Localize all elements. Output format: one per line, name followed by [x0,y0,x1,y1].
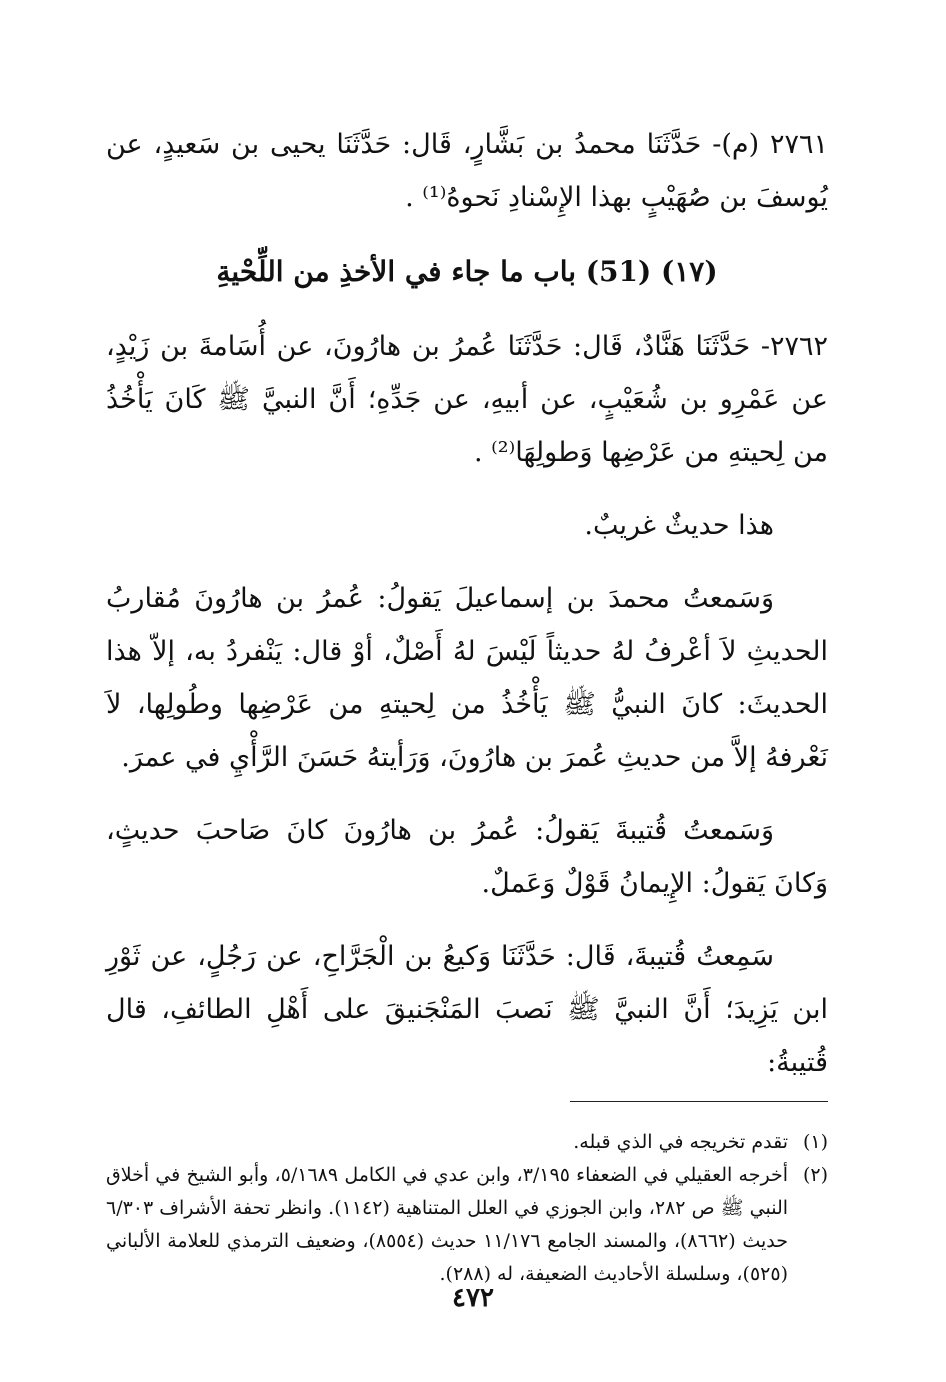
footnote-number: (٢) [802,1164,828,1186]
footnote-2 [106,1159,828,1291]
footnote-number: (١) [802,1131,828,1153]
footnote-text: تقدم تخريجه في الذي قبله. [573,1131,788,1153]
footnote-divider [570,1101,828,1102]
qutaybah-remark: وَسَمعتُ قُتيبةَ يَقولُ: عُمرُ بن هارُونَ كانَ صَاحبَ حديثٍ، وَكانَ يَقولُ: الإِيمانُ قَوْلٌ وَعَملٌ. [106,815,828,899]
qutaybah-narration: سَمِعتُ قُتيبةَ، قَال: حَدَّثَنَا وَكيعُ بن الْجَرَّاحِ، عن رَجُلٍ، عن ثَوْرِ ابن يَزِيدَ؛ أَنَّ النبيَّ ﷺ نَصبَ المَنْجَنيقَ على أَهْلِ الطائفِ، قال قُتيبةُ: [106,941,828,1078]
bukhari-remark: وَسَمعتُ محمدَ بن إسماعيلَ يَقولُ: عُمرُ بن هارُونَ مُقاربُ الحديثِ لاَ أعْرفُ لهُ حديثاً لَيْسَ لهُ أَصْلٌ، أوْ قال: يَنْفردُ به، إلاّ هذا الحديثَ: كانَ النبيُّ ﷺ يَأْخُذُ من لِحيتهِ من عَرْضِها وطُولِها، لاَ نَعْرفهُ إلاَّ من حديثِ عُمرَ بن هارُونَ، وَرَأيتهُ حَسَنَ الرَّأْيِ في عمرَ. [106,583,828,773]
footnote-1 [106,1126,828,1159]
hadith-2762: ٢٧٦٢- حَدَّثَنَا هَنَّادٌ، قَال: حَدَّثَنَا عُمرُ بن هارُونَ، عن أُسَامةَ بن زَيْدٍ، عن عَمْرِو بن شُعَيْبٍ، عن أبيهِ، عن جَدِّهِ؛ أَنَّ النبيَّ ﷺ كَانَ يَأْخُذُ من لِحيتهِ من عَرْضِها وَطولِهَا⁽²⁾ . [106,331,828,468]
footnotes [106,1126,828,1291]
chapter-heading: (١٧) (51) باب ما جاء في الأخذِ من اللِّحْيةِ [216,255,718,288]
grading-remark: هذا حديثٌ غريبٌ. [584,510,774,541]
main-text [106,118,828,1089]
footnote-text: أخرجه العقيلي في الضعفاء ٣/١٩٥، وابن عدي في الكامل ٥/١٦٨٩، وأبو الشيخ في أخلاق النبي ﷺ ص ٢٨٢، وابن الجوزي في العلل المتناهية (١١٤٢). وانظر تحفة الأشراف ٦/٣٠٣ حديث (٨٦٦٢)، والمسند الجامع ١١/١٧٦ حديث (٨٥٥٤)، وضعيف الترمذي للعلامة الألباني (٥٢٥)، وسلسلة الأحاديث الضعيفة، له (٢٨٨). [106,1164,789,1285]
page-number: ٤٧٢ [452,1283,494,1313]
hadith-2761: ٢٧٦١ (م)- حَدَّثَنَا محمدُ بن بَشَّارٍ، قَال: حَدَّثَنَا يحيى بن سَعيدٍ، عن يُوسفَ بن صُهَيْبٍ بهذا الإِسْنادِ نَحوهُ⁽¹⁾ . [106,129,828,213]
